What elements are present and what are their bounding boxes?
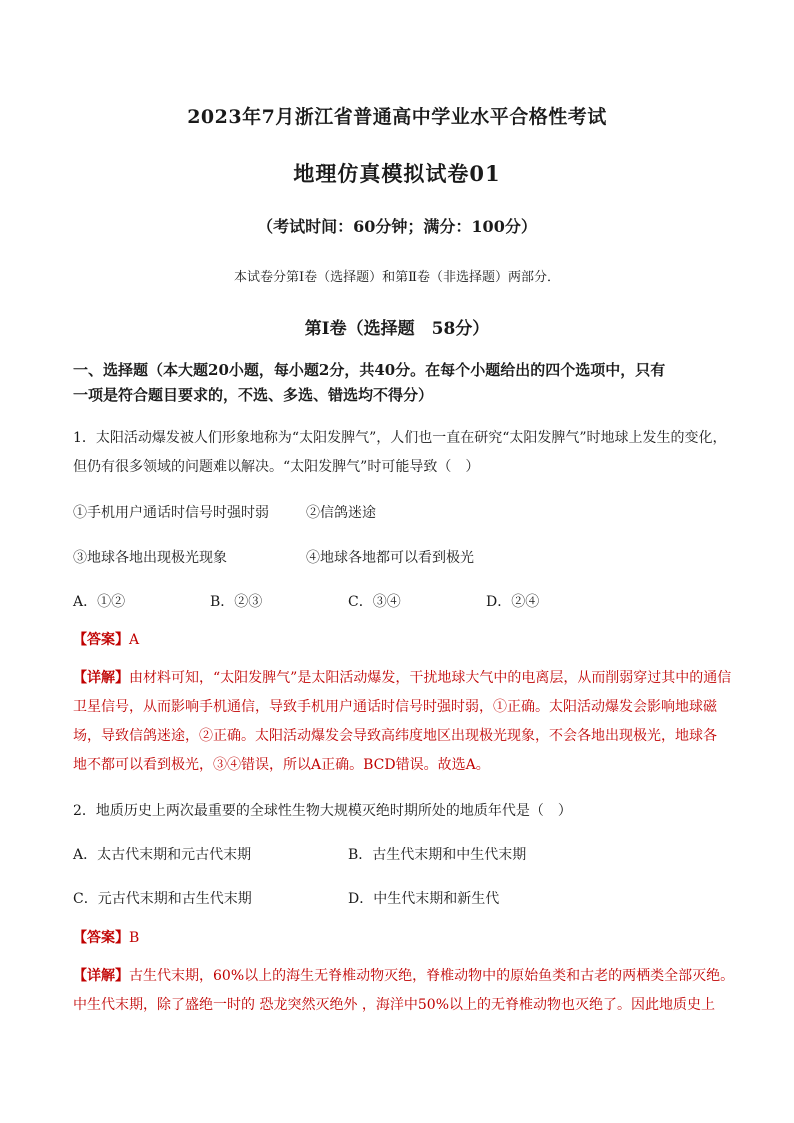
q2-answer-value: B [129,930,140,946]
q2-answer-tag: 【答案】 [73,930,129,946]
q1-detail-line1 [73,664,731,693]
q2-option-d: D．中生代末期和新生代 [348,891,500,907]
q1-option-a: A．①② [73,594,126,610]
q1-detail-text1: 由材料可知，“太阳发脾气”是太阳活动爆发，干扰地球大气中的电离层，从而削弱穿过其中的通信 [129,670,732,686]
q1-detail-tag: 【详解】 [73,670,129,686]
instructions-line1: 一、选择题（本大题20小题，每小题2分，共40分。在每个小题给出的四个选项中，只有 [73,361,666,379]
q2-detail [73,962,734,1020]
exam-intro: 本试卷分第Ⅰ卷（选择题）和第Ⅱ卷（非选择题）两部分． [234,270,560,285]
q1-item1: ①手机用户通话时信号时强时弱 [73,505,269,521]
instructions-line2: 一项是符合题目要求的，不选、多选、错选均不得分） [73,386,434,404]
q1-answer-tag: 【答案】 [73,632,129,648]
q2-detail-line1 [73,962,734,991]
q2-option-a: A．太古代末期和元古代末期 [73,847,252,863]
q2-stem: 2．地质历史上两次最重要的全球性生物大规模灭绝时期所处的地质年代是（ ） [73,803,572,819]
q2-answer [73,927,139,947]
q1-stem-line2: 但仍有很多领域的问题难以解决。“太阳发脾气”时可能导致（ ） [73,459,480,475]
exam-title-line3: （考试时间：60分钟；满分：100分） [257,217,537,236]
q2-detail-tag: 【详解】 [73,968,129,984]
q1-item2: ②信鸽迷途 [306,505,376,521]
q1-answer-value: A [129,632,140,648]
q1-answer [73,629,139,649]
q1-stem [73,424,727,482]
q1-detail-line3: 场，导致信鸽迷途，②正确。太阳活动爆发会导致高纬度地区出现极光现象，不会各地出现极光，地球各 [73,728,717,744]
section-title: 第Ⅰ卷（选择题 58分） [304,319,490,339]
q2-option-b: B．古生代末期和中生代末期 [348,847,527,863]
q1-item4: ④地球各地都可以看到极光 [306,550,474,566]
q1-detail-line2: 卫星信号，从而影响手机通信，导致手机用户通话时信号时强时弱，①正确。太阳活动爆发会影响地球磁 [73,699,717,715]
instructions [73,358,665,408]
q1-item3: ③地球各地出现极光现象 [73,550,227,566]
q2-detail-text1: 古生代末期，60%以上的海生无脊椎动物灭绝，脊椎动物中的原始鱼类和古老的两栖类全部灭绝。 [129,968,735,984]
q2-detail-line2: 中生代末期，除了盛绝一时的 恐龙突然灭绝外 ，海洋中50%以上的无脊椎动物也灭绝了。因此地质史上 [73,997,716,1013]
q1-option-c: C．③④ [348,594,401,610]
q2-option-c: C．元古代末期和古生代末期 [73,891,252,907]
q1-stem-line1: 1．太阳活动爆发被人们形象地称为“太阳发脾气”，人们也一直在研究“太阳发脾气”时地球上发生的变化， [73,430,727,446]
q1-option-b: B．②③ [210,594,263,610]
q1-detail [73,664,731,780]
exam-title-line1: 2023年7月浙江省普通高中学业水平合格性考试 [187,106,607,128]
exam-title-line2: 地理仿真模拟试卷01 [293,161,501,186]
q1-detail-line4: 地不都可以看到极光，③④错误，所以A正确。BCD错误。故选A。 [73,757,490,773]
q1-option-d: D．②④ [486,594,540,610]
